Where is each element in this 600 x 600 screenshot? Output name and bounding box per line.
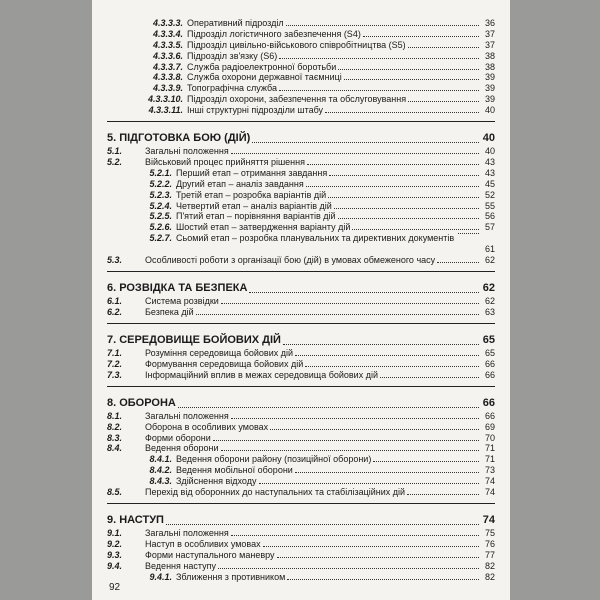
toc-entry [107,572,495,582]
entry-number: 5.3. [107,255,123,266]
entry-page: 74 [484,487,495,498]
entry-page: 77 [484,549,495,560]
entry-page: 65 [484,348,495,359]
entry-number: 4.3.3.5. [152,39,183,50]
leader-dots [380,377,479,378]
entry-title: Служба охорони державної таємниці [187,72,342,83]
entry-title: Зближення з противником [176,571,286,582]
leader-dots [363,36,479,37]
toc-entry [107,370,495,380]
entry-title: Форми оборони [145,432,211,443]
entry-page: 39 [484,83,495,94]
toc-entry [107,454,495,464]
entry-number: 8.3. [107,432,123,443]
entry-page: 76 [484,538,495,549]
toc-entry [107,411,495,421]
entry-number: 9.4. [107,560,123,571]
entry-title: Ведення мобільної оборони [176,465,293,476]
toc-entry [107,51,495,61]
toc-entry [107,422,495,432]
toc-chapter [107,282,495,295]
entry-title: Інформаційний вплив в межах середовища бойових дій [145,369,378,380]
toc-entry [107,465,495,475]
entry-title: Топографічна служба [187,83,277,94]
entry-title: Військовий процес прийняття рішення [145,157,305,168]
toc-entry [107,201,495,211]
entry-number: 5.2.5. [149,211,172,222]
chapter-title: СЕРЕДОВИЩЕ БОЙОВИХ ДІЙ [119,334,281,347]
toc-entry [107,443,495,453]
entry-number: 7.3. [107,369,123,380]
entry-page: 40 [484,146,495,157]
entry-page: 40 [482,132,495,145]
chapter-number: 6. [107,282,117,295]
entry-title: Підрозділ зв'язку (S6) [187,50,278,61]
entry-page: 52 [484,189,495,200]
leader-dots [249,292,479,293]
entry-number: 8.4.2. [149,465,172,476]
toc-entry [107,29,495,39]
entry-title: Шостий етап – затвердження варіанту дій [176,222,351,233]
entry-page: 39 [484,72,495,83]
leader-dots [279,90,479,91]
leader-dots [334,208,479,209]
entry-page: 39 [484,94,495,105]
entry-page: 55 [484,200,495,211]
entry-number: 8.5. [107,487,123,498]
leader-dots [408,101,479,102]
chapter-title: РОЗВІДКА ТА БЕЗПЕКА [119,282,248,295]
leader-dots [231,418,479,419]
entry-page: 62 [484,255,495,266]
toc-entry [107,168,495,178]
toc-entry [107,296,495,306]
entry-page: 74 [482,514,495,527]
section-divider [107,323,495,324]
leader-dots [458,233,479,234]
entry-title: Система розвідки [145,296,219,307]
leader-dots [287,579,479,580]
leader-dots [305,366,479,367]
toc-entry [107,94,495,104]
entry-title: Служба радіоелектронної боротьби [187,61,337,72]
entry-number: 5.1. [107,146,123,157]
toc-entry [107,233,495,254]
entry-title: Інші структурні підрозділи штабу [187,105,324,116]
entry-number: 4.3.3.10. [147,94,183,105]
leader-dots [344,79,479,80]
entry-page: 37 [484,39,495,50]
chapter-title: ОБОРОНА [119,396,176,409]
toc-entry [107,40,495,50]
entry-page: 63 [484,307,495,318]
leader-dots [221,450,479,451]
entry-page: 65 [482,334,495,347]
toc-entry [107,211,495,221]
entry-title: Ведення наступу [145,560,216,571]
leader-dots [407,494,479,495]
entry-page: 45 [484,178,495,189]
entry-title: Загальні положення [145,528,229,539]
leader-dots [231,535,479,536]
entry-title: Підрозділ цивільно-військового співробітництва (S5) [187,39,406,50]
entry-page: 73 [484,465,495,476]
entry-number: 4.3.3.11. [148,105,183,116]
toc-chapter [107,334,495,347]
entry-title: Загальні положення [145,410,229,421]
entry-title: Четвертий етап – аналіз варіантів дій [176,200,332,211]
toc-chapter [107,514,495,527]
leader-dots [252,142,479,143]
entry-page: 69 [484,421,495,432]
entry-title: Підрозділ логістичного забезпечення (S4) [187,28,361,39]
section-divider [107,121,495,122]
leader-dots [437,262,479,263]
leader-dots [213,440,479,441]
leader-dots [338,218,479,219]
entry-page: 40 [484,105,495,116]
entry-number: 9.3. [107,549,123,560]
leader-dots [295,472,479,473]
chapter-title: ПІДГОТОВКА БОЮ (ДІЙ) [119,132,251,145]
entry-page: 70 [484,432,495,443]
entry-page: 57 [484,222,495,233]
entry-title: Форми наступального маневру [145,549,275,560]
leader-dots [295,355,479,356]
section-divider [107,271,495,272]
book-page [92,0,510,600]
toc-chapter [107,132,495,145]
entry-number: 8.4.1. [149,454,172,465]
entry-title: Ведення оборони [145,443,219,454]
leader-dots [279,58,479,59]
entry-number: 7.1. [107,348,123,359]
entry-title: Формування середовища бойових дій [145,358,304,369]
entry-number: 4.3.3.4. [152,28,183,39]
entry-title: Безпека дій [145,307,194,318]
toc-entry [107,72,495,82]
entry-number: 5.2.4. [149,200,172,211]
leader-dots [218,568,479,569]
leader-dots [329,175,479,176]
entry-title: П'ятий етап – порівняння варіантів дій [176,211,336,222]
entry-page: 66 [484,410,495,421]
chapter-number: 9. [107,514,117,527]
entry-number: 8.2. [107,421,123,432]
toc-entry [107,487,495,497]
entry-page: 43 [484,157,495,168]
entry-number: 9.4.1. [149,571,172,582]
entry-page: 37 [484,28,495,39]
entry-page: 74 [484,476,495,487]
entry-title: Оперативний підрозділ [187,18,284,28]
leader-dots [221,303,479,304]
entry-number: 5.2.3. [149,189,172,200]
entry-page: 82 [484,560,495,571]
section-divider [107,503,495,504]
entry-title: Підрозділ охорони, забезпечення та обслуговування [187,94,407,105]
entry-number: 5.2. [107,157,123,168]
toc-entry [107,190,495,200]
entry-title: Перший етап – отримання завдання [176,167,328,178]
toc-entry [107,146,495,156]
page-number: 92 [109,582,121,593]
toc-entry [107,255,495,265]
entry-number: 8.4.3. [149,476,172,487]
leader-dots [338,69,479,70]
leader-dots [277,557,479,558]
leader-dots [270,429,479,430]
entry-number: 9.2. [107,538,123,549]
toc-entry [107,433,495,443]
leader-dots [373,461,479,462]
section-divider [107,386,495,387]
entry-page: 66 [482,396,495,409]
toc-entry [107,307,495,317]
entry-number: 8.1. [107,410,123,421]
entry-number: 5.2.2. [149,178,172,189]
entry-number: 5.2.1. [149,167,172,178]
toc-entry [107,157,495,167]
entry-number: 5.2.6. [149,222,172,233]
entry-page: 66 [484,369,495,380]
entry-title: Другий етап – аналіз завдання [176,178,304,189]
entry-number: 7.2. [107,358,123,369]
entry-title: Наступ в особливих умовах [145,538,261,549]
toc-entry [107,62,495,72]
entry-title: Особливості роботи з організації бою (дій) в умовах обмеженого часу [145,255,436,266]
entry-title: Ведення оборони району (позиційної оборони) [176,454,372,465]
entry-number: 4.3.3.8. [152,72,183,83]
chapter-number: 5. [107,132,117,145]
entry-title: Оборона в особливих умовах [145,421,269,432]
entry-number: 6.1. [107,296,123,307]
table-of-contents [107,18,495,583]
entry-page: 36 [484,18,495,28]
entry-page: 62 [482,282,495,295]
entry-page: 38 [484,61,495,72]
toc-entry [107,83,495,93]
leader-dots [352,229,479,230]
toc-entry [107,348,495,358]
entry-number: 4.3.3.9. [152,83,183,94]
toc-entry [107,359,495,369]
leader-dots [325,112,479,113]
leader-dots [408,47,479,48]
entry-title: Третій етап – розробка варіантів дій [176,189,327,200]
entry-page: 71 [484,454,495,465]
toc-entry [107,105,495,115]
leader-dots [196,314,479,315]
leader-dots [307,164,479,165]
toc-entry [107,528,495,538]
entry-page: 66 [484,358,495,369]
leader-dots [263,546,479,547]
entry-number: 8.4. [107,443,123,454]
entry-page: 75 [484,528,495,539]
entry-title: Загальні положення [145,146,229,157]
leader-dots [306,186,479,187]
toc-entry [107,539,495,549]
toc-entry [107,561,495,571]
toc-entry [107,476,495,486]
entry-title: Сьомий етап – розробка планувальних та директивних документів [176,233,455,244]
entry-number: 4.3.3.7. [152,61,183,72]
leader-dots [328,197,479,198]
entry-title: Здійснення відходу [176,476,257,487]
entry-page: 62 [484,296,495,307]
leader-dots [166,524,479,525]
toc-entry [107,222,495,232]
entry-number: 9.1. [107,528,123,539]
entry-number: 4.3.3.3. [152,18,183,28]
entry-title: Перехід від оборонних до наступальних та стабілізаційних дій [145,487,406,498]
chapter-number: 7. [107,334,117,347]
entry-page: 82 [484,571,495,582]
leader-dots [178,407,479,408]
entry-number: 6.2. [107,307,123,318]
toc-entry [107,550,495,560]
leader-dots [286,25,479,26]
entry-page: 38 [484,50,495,61]
entry-number: 4.3.3.6. [152,50,183,61]
entry-page: 43 [484,167,495,178]
leader-dots [283,344,479,345]
toc-entry [107,18,495,28]
chapter-title: НАСТУП [119,514,164,527]
leader-dots [231,153,479,154]
toc-chapter [107,397,495,410]
entry-number: 5.2.7. [149,233,172,244]
entry-title: Розуміння середовища бойових дій [145,348,294,359]
entry-page: 61 [484,244,495,255]
entry-page: 56 [484,211,495,222]
entry-page: 71 [484,443,495,454]
chapter-number: 8. [107,396,117,409]
leader-dots [259,483,480,484]
toc-entry [107,179,495,189]
